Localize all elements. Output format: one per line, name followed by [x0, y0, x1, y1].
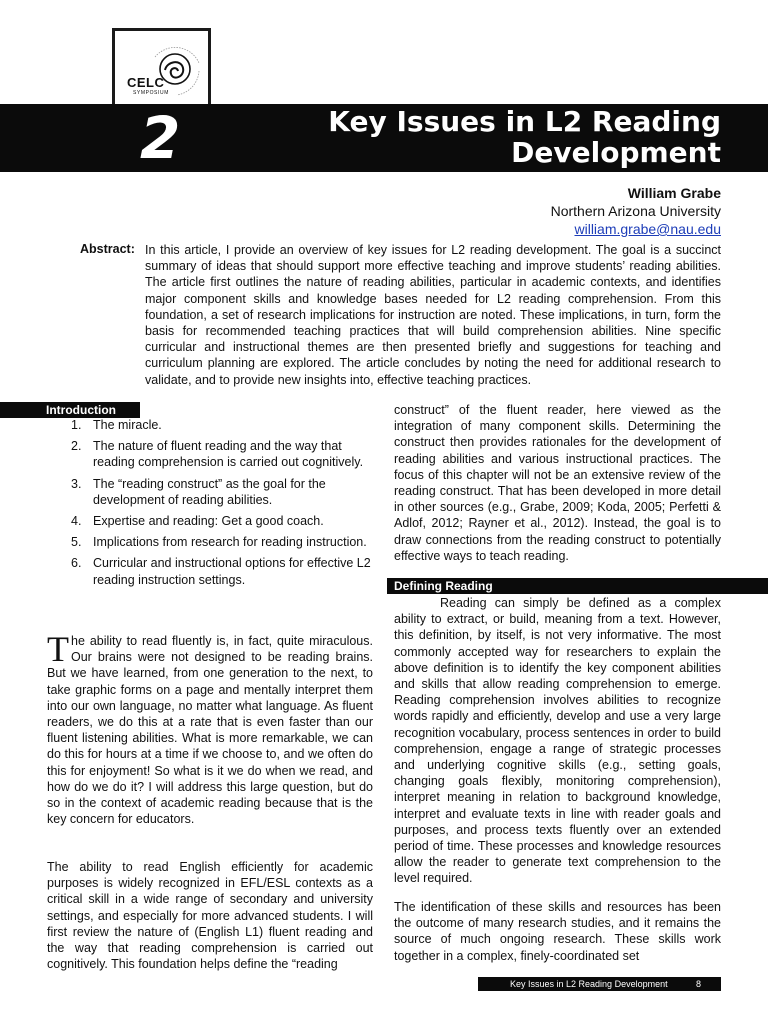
logo-swirl-icon: [121, 37, 202, 111]
list-item: [47, 417, 373, 433]
logo-inner: [121, 37, 202, 111]
author-email-link[interactable]: william.grabe@nau.edu: [574, 221, 721, 237]
paragraph-text: he ability to read fluently is, in fact, quite miraculous. Our brains were not designed to be reading brains. But we have learned, from one generation to the next, to take graphic forms on a page and mentally interpret them into our own language, no matter what language. As fluent readers, we do this at a rate that is even faster than our fluent listening abilities. What is more remarkable, we can do this for hours at a time if we choose to, and we often do this for enjoyment! So what is it we do when we read, and how do we do it? I will address this large question, but do so in the context of academic reading because that is the key concern for educators.: [47, 634, 373, 827]
body-paragraph: The ability to read English efficiently for academic purposes is widely recognized in EFL/ESL contexts as a critical skill in a wide range of secondary and university settings, and especially for more advanced students. I will first review the nature of (English L1) fluent reading and the way that reading comprehension is carried out cognitively. This foundation helps define the “reading: [47, 860, 373, 972]
paragraph-text: Reading can simply be defined as a complex ability to extract, or build, meaning from a text. However, this definition, by itself, is not very informative. The most commonly accepted way for researchers to explain the above definition is to identify the key component abilities and skills that allow reading comprehension to emerge. Reading comprehension involves abilities to recognize words rapidly and efficiently, develop and use a very large recognition vocabulary, process sentences in order to build comprehension, engage a range of strategic processes and underlying cognitive skills (e.g., setting goals, changing goals flexibly, monitoring comprehension), interpret meaning in relation to background knowledge, interpret and evaluate texts in line with reader goals and purposes, and process texts fluently over an extended period of time. These processes and knowledge resources allow the reader to generate text comprehension to the level required.: [394, 596, 721, 886]
chapter-title: [301, 106, 721, 168]
list-number: 1.: [71, 418, 82, 432]
title-line-1: Key Issues in L2 Reading: [328, 105, 721, 138]
drop-cap: T: [47, 629, 69, 669]
author-affiliation: Northern Arizona University: [550, 203, 721, 219]
list-item: [47, 534, 373, 550]
section-heading-introduction: Introduction: [0, 402, 140, 418]
list-text: The nature of fluent reading and the way that reading comprehension is carried out cognitively.: [93, 439, 364, 470]
list-item: [47, 476, 373, 508]
chapter-number: 2: [140, 104, 181, 172]
list-number: 5.: [71, 535, 82, 550]
list-text: Implications from research for reading instruction.: [93, 535, 367, 550]
list-text: Curricular and instructional options for effective L2 reading instruction settings.: [93, 556, 371, 587]
list-item: [47, 513, 373, 529]
body-paragraph: construct” of the fluent reader, here viewed as the integration of many component skills. Determining the construct then provides rationales for the development of reading abilities and various instructional practices. The focus of this chapter will not be an extensive review of the reading construct. That has been developed in more detail in other sources (e.g., Grabe, 2009; Koda, 2005; Perfetti & Adlof, 2012; Rayner et al., 2012). Instead, the goal is to draw connections from the reading construct to potentially effective ways to teach reading.: [394, 403, 721, 563]
list-number: 3.: [71, 476, 82, 491]
abstract-label: Abstract:: [80, 242, 135, 256]
list-number: 2.: [71, 439, 82, 454]
author-block: [551, 184, 721, 238]
list-item: [47, 438, 373, 470]
title-line-2: Development: [511, 136, 721, 169]
list-item: [47, 555, 373, 587]
celc-logo: [112, 28, 211, 111]
body-paragraph: [394, 595, 721, 887]
list-text: Expertise and reading: Get a good coach.: [93, 514, 324, 529]
abstract-text: In this article, I provide an overview of key issues for L2 reading development. The goal is a succinct summary of ideas that should support more effective teaching and improve students’ reading abilities. The article first outlines the nature of reading abilities, particular in academic contexts, and identifies major component skills and knowledge bases needed for L2 reading comprehension. From this foundation, a set of research implications for instruction are noted. These implications, in turn, form the basis for recommended teaching practices that will build comprehension abilities. Nine specific curricular and instructional themes are then presented briefly and suggestions for teaching and curriculum planning are explored. The article concludes by noting the need for additional research to validate, and to provide new insights into, effective teaching practices.: [145, 243, 721, 387]
body-paragraph: The identification of these skills and resources has been the outcome of many research studies, and it remains the source of much ongoing research. These skills work together in a complex, finely-coordinated set: [394, 900, 721, 963]
outline-list: [47, 417, 373, 593]
body-paragraph: [47, 629, 373, 827]
logo-text: CELC: [127, 75, 165, 90]
logo-subtext: SYMPOSIUM: [133, 90, 169, 96]
list-text: The “reading construct” as the goal for the development of reading abilities.: [93, 476, 326, 507]
footer-title: Key Issues in L2 Reading Development: [510, 979, 668, 989]
page-footer: [478, 977, 721, 991]
section-heading-defining-reading: Defining Reading: [387, 578, 768, 594]
list-number: 6.: [71, 556, 82, 571]
author-name: William Grabe: [627, 185, 721, 201]
list-number: 4.: [71, 514, 82, 529]
list-text: The miracle.: [93, 418, 162, 432]
page-number: 8: [695, 979, 701, 989]
